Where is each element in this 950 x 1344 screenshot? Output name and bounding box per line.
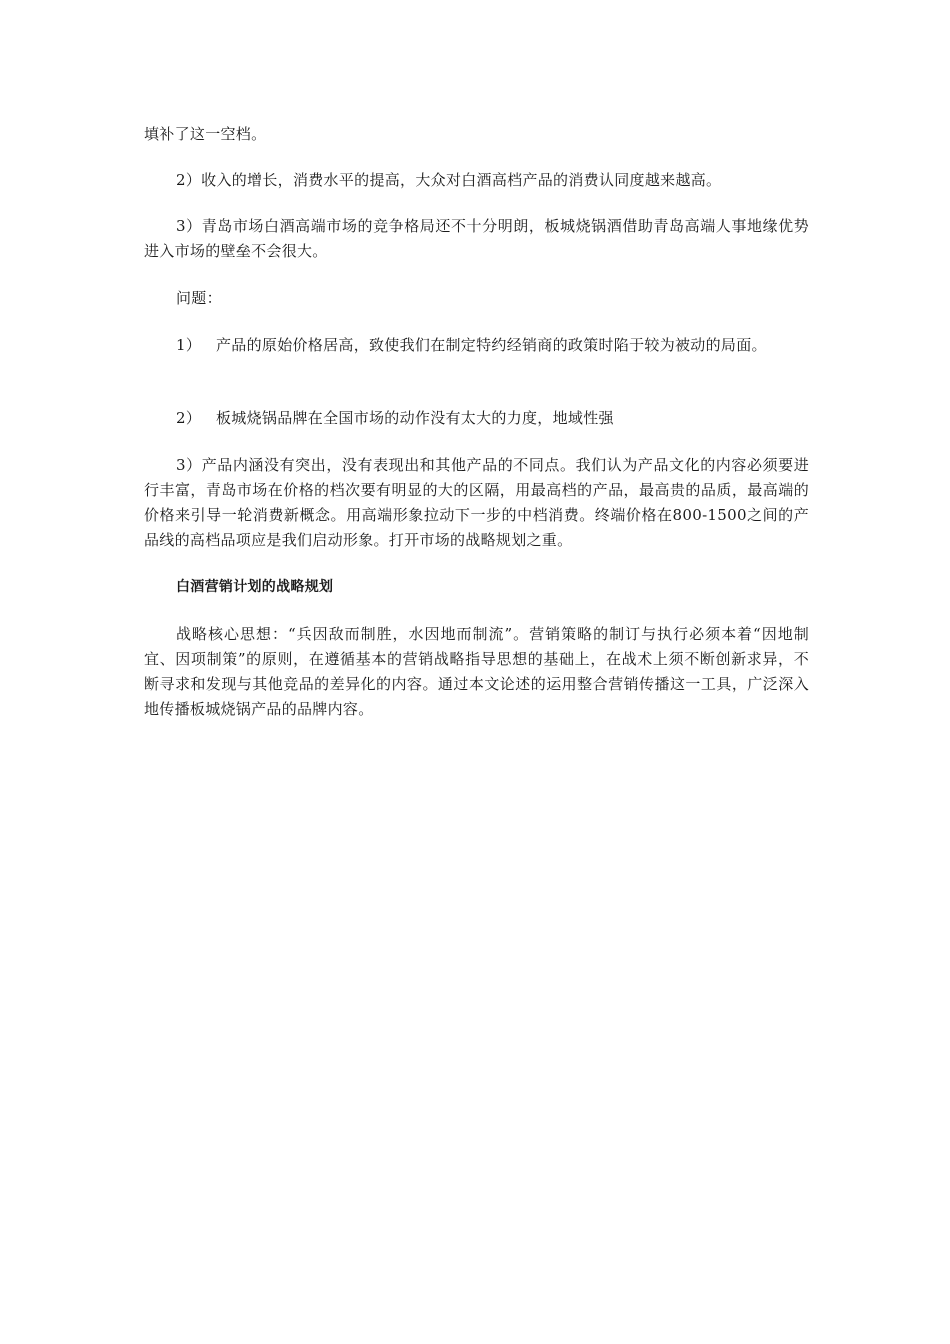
problem-item-1 bbox=[144, 333, 809, 358]
problem-1-number: 1） bbox=[176, 336, 202, 354]
problem-1-text: 产品的原始价格居高，致使我们在制定特约经销商的政策时陷于较为被动的局面。 bbox=[216, 336, 767, 354]
paragraph-continuation: 填补了这一空档。 bbox=[144, 125, 267, 143]
problem-2-text: 板城烧锅品牌在全国市场的动作没有太大的力度，地域性强 bbox=[216, 409, 614, 427]
strategy-paragraph: 战略核心思想：“兵因敌而制胜，水因地而制流”。营销策略的制订与执行必须本着“因地制宜、因项制策”的原则，在遵循基本的营销战略指导思想的基础上，在战术上须不断创新求异，不断寻求和发现与其他竞品的差异化的内容。通过本文论述的运用整合营销传播这一工具，广泛深入地传播板城烧锅产品的品牌内容。 bbox=[144, 625, 809, 718]
paragraph-income-growth: 2）收入的增长，消费水平的提高，大众对白酒高档产品的消费认同度越来越高。 bbox=[176, 171, 722, 189]
paragraph-competition: 3）青岛市场白酒高端市场的竞争格局还不十分明朗，板城烧锅酒借助青岛高端人事地缘优势进入市场的壁垒不会很大。 bbox=[144, 217, 809, 260]
section-heading: 白酒营销计划的战略规划 bbox=[176, 579, 334, 595]
document-body bbox=[144, 122, 809, 722]
problem-item-2 bbox=[144, 406, 809, 431]
problem-item-3: 3）产品内涵没有突出，没有表现出和其他产品的不同点。我们认为产品文化的内容必须要进行丰富，青岛市场在价格的档次要有明显的大的区隔，用最高档的产品，最高贵的品质，最高端的价格来引导一轮消费新概念。用高端形象拉动下一步的中档消费。终端价格在800-1500之间的产品线的高档品项应是我们启动形象。打开市场的战略规划之重。 bbox=[144, 456, 809, 549]
problems-label: 问题： bbox=[176, 289, 222, 307]
problem-2-number: 2） bbox=[176, 409, 202, 427]
